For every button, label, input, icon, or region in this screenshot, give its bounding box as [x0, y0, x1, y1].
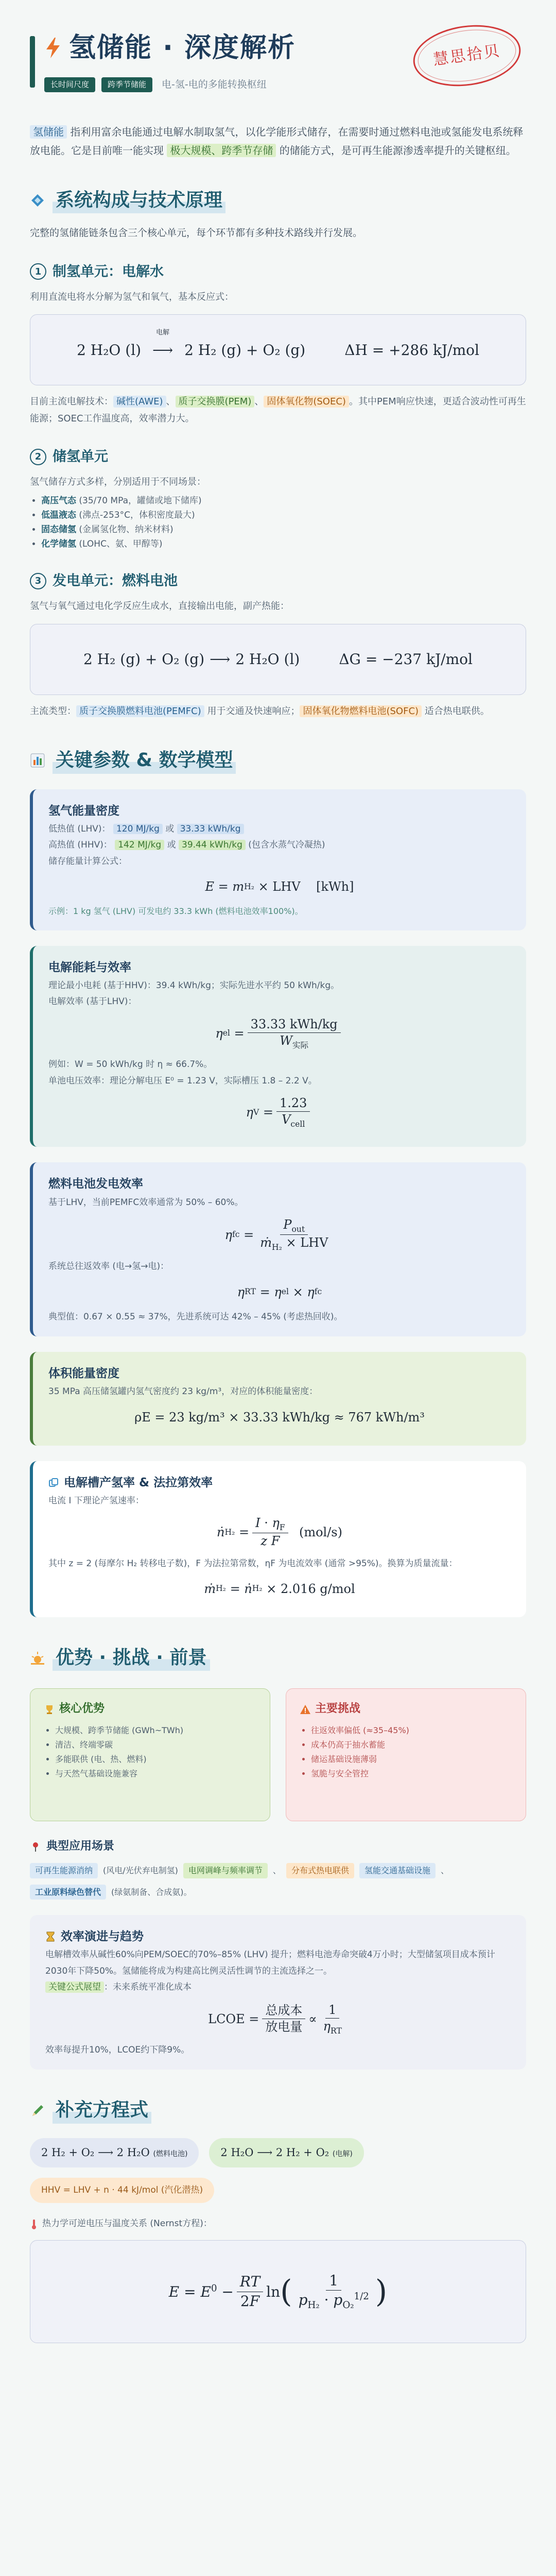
unit-description: 氢气储存方式多样，分别适用于不同场景： [30, 477, 206, 488]
faraday-explanation: 其中 z = 2 (每摩尔 H₂ 转移电子数)，F 为法拉第常数，ηF 为电流效率 (通常 >95%)。换算为质量流量： [48, 1558, 458, 1569]
list-item: • 氢脆与安全管控 [311, 1767, 512, 1781]
formula-reactant: 2 H₂O (l) [77, 341, 142, 359]
equation-note: (燃料电池) [153, 2149, 188, 2158]
formula-product: 2 H₂ (g) + O₂ (g) [184, 341, 306, 359]
card-title: 体积能量密度 [48, 1366, 119, 1380]
pros-list [44, 1723, 256, 1781]
rate-label: 电流 I 下理论产氢速率： [48, 1495, 144, 1506]
key-formula-text: ：未来系统平准化成本 [104, 1982, 192, 1993]
item-name: 固态储氢 [41, 524, 76, 535]
cell-voltage-line: 单池电压效率：理论分解电压 E⁰ = 1.23 V，实际槽压 1.8 – 2.2 V。 [48, 1075, 317, 1086]
section-heading-system [30, 188, 526, 213]
note-prefix: 主流类型： [30, 705, 76, 717]
card-title: 燃料电池发电效率 [48, 1177, 143, 1191]
tech-awe: 碱性(AWE) [113, 396, 166, 408]
energy-example: 示例：1 kg 氢气 (LHV) 可发电约 33.3 kWh (燃料电池效率100%)。 [48, 906, 303, 917]
cons-list [300, 1723, 512, 1781]
section-heading-outlook [30, 1645, 526, 1671]
formula-round-trip: η RT = η el × η fc [237, 1284, 322, 1299]
card-efficiency-trend [30, 1915, 526, 2070]
lcoe-numerator: 总成本 [262, 2003, 305, 2019]
tag-seasonal: 跨季节储能 [101, 77, 152, 92]
list-item [41, 522, 526, 537]
unit-title: 储氢单元 [53, 449, 108, 465]
formula-fuel-cell-efficiency: η fc = $\frac{P_{out}}{ṁ_{H_2} \times LHV}$ [224, 1217, 328, 1252]
item-name: 高压气态 [41, 495, 76, 506]
tech-soec: 固体氧化物(SOEC) [264, 396, 349, 408]
lcoe-note: 效率每提升10%，LCOE约下降9%。 [45, 2044, 190, 2055]
list-item: • 储运基础设施薄弱 [311, 1752, 512, 1767]
section-lead: 完整的氢储能链条包含三个核心单元，每个环节都有多种技术路线并行发展。 [30, 227, 363, 239]
applications-title: 典型应用场景 [46, 1840, 115, 1853]
list-item [41, 508, 526, 522]
round-trip-label: 系统总往返效率 (电→氢→电)： [48, 1261, 169, 1272]
nernst-label: 热力学可逆电压与温度关系 (Nernst方程)： [42, 2218, 212, 2229]
list-item: • 多能联供 (电、热、燃料) [55, 1752, 256, 1767]
efficiency-label: 电解效率 (基于LHV)： [48, 996, 137, 1007]
hhv-label: 高热值 (HHV)： [48, 840, 112, 851]
application-tag: 可再生能源消纳 [30, 1863, 98, 1878]
pros-title-row [44, 1699, 256, 1719]
application-text: (风电/光伏弃电制氢) [103, 1865, 178, 1875]
tech-pem: 质子交换膜(PEM) [176, 396, 255, 408]
list-item: • 往返效率偏低 (≈35–45%) [311, 1723, 512, 1738]
electrolysis-tech-note: 目前主流电解技术： 碱性(AWE) 、 质子交换膜(PEM) 、 固体氧化物(SOEC) 。其中PEM响应快速，更适合波动性可再生能源；SOEC工作温度高，效率潜力大。 [30, 396, 526, 424]
lhv-mj: 120 MJ/kg [113, 824, 163, 834]
arrow-label: 电解 [156, 328, 170, 336]
unit-description: 氢气与氧气通过电化学反应生成水，直接输出电能，副产热能： [30, 601, 289, 612]
section-title: 关键参数 & 数学模型 [53, 748, 236, 773]
section-heading-params [30, 748, 526, 773]
pencil-icon [30, 2103, 45, 2119]
equation-fuel-cell [30, 2138, 199, 2167]
unit-mol: (mol/s) [299, 1525, 342, 1540]
header [30, 21, 526, 108]
application-text: 、 [440, 1865, 449, 1875]
key-formula-label: 关键公式展望 [45, 1981, 104, 1993]
list-item: • 清洁、终端零碳 [55, 1738, 256, 1752]
note-suffix: 。其中PEM响应快速，更适合波动性可再生能源；SOEC工作温度高，效率潜力大。 [30, 396, 526, 424]
application-tag: 分布式热电联供 [286, 1863, 354, 1878]
item-name: 化学储氢 [41, 539, 76, 550]
copy-icon [48, 1478, 59, 1488]
number-badge: 2 [30, 449, 46, 465]
card-electrolysis-efficiency [30, 946, 526, 1147]
pros-cons-row [30, 1688, 526, 1821]
list-item: • 成本仍高于抽水蓄能 [311, 1738, 512, 1752]
type-pemfc: 质子交换膜燃料电池(PEMFC) [76, 705, 204, 717]
card-fuel-cell-efficiency [30, 1162, 526, 1336]
application-text: (绿氨制备、合成氨)。 [111, 1887, 192, 1897]
unit-title: 发电单元：燃料电池 [53, 573, 178, 589]
unit-title: 制氢单元：电解水 [53, 263, 164, 280]
item-desc: (金属氢化物、纳米材料) [76, 524, 173, 535]
application-text: 、 [272, 1865, 281, 1875]
subtitle-row [44, 76, 267, 93]
note-mid: 用于交通及快速响应； [204, 705, 300, 717]
pros-box [30, 1688, 270, 1821]
card-volume-density [30, 1352, 526, 1446]
list-item: • 与天然气基础设施兼容 [55, 1767, 256, 1781]
cons-box [286, 1688, 526, 1821]
application-tags [30, 1863, 526, 1900]
equation-electrolysis [209, 2138, 363, 2167]
list-item [41, 494, 526, 508]
formula-hydrogen-rate: ṅ H₂ = $\frac{I \cdot \eta_F}{\text{z F}}$ (mol/s) [217, 1516, 342, 1549]
item-desc: (LOHC、氨、甲醇等) [76, 539, 163, 550]
hhv-kwh: 39.44 kWh/kg [179, 840, 246, 850]
cons-title: 主要挑战 [315, 1702, 361, 1716]
round-trip-typical: 典型值：0.67 × 0.55 ≈ 37%，先进系统可达 42% – 45% (考虑热回收)。 [48, 1311, 343, 1322]
section-heading-equations [30, 2097, 526, 2123]
list-item: • 大规模、跨季节储能 (GWh~TWh) [55, 1723, 256, 1738]
cons-title-row [300, 1699, 512, 1719]
number-badge: 1 [30, 263, 46, 280]
card-title: 电解槽产氢率 & 法拉第效率 [64, 1476, 213, 1489]
formula-voltage-efficiency: η V = $\frac{1.23}{V_{cell}}$ [48, 1095, 511, 1129]
pros-title: 核心优势 [59, 1702, 105, 1716]
sun-icon [30, 1650, 45, 1666]
section-title: 补充方程式 [53, 2097, 151, 2123]
fuel-cell-type-note [30, 703, 526, 720]
or-text: 或 [165, 823, 175, 834]
formula-lcoe: LCOE = $\frac{\text{总成本}}{\text{放电量}}$ ∝ $\frac{1}{\eta_{RT}}$ [208, 2002, 342, 2036]
pemfc-line: 基于LHV，当前PEMFC效率通常为 50% – 60%。 [48, 1197, 244, 1208]
equation-note: (电解) [332, 2149, 353, 2158]
card-title: 效率演进与趋势 [61, 1930, 144, 1944]
formula-energy: E = m H₂ × LHV [kWh] [205, 879, 354, 894]
note-suffix: 适合热电联供。 [422, 705, 490, 717]
intro-paragraph [30, 123, 526, 160]
nernst-heading [30, 2216, 526, 2232]
header-accent-bar [30, 36, 35, 88]
formula-nernst: $E = E^0$ − $\frac{RT}{2F}$ ln ( $\frac{1}{p_{H_2} \cdot p_{O_2}^{1/2}}$ ) [30, 2240, 526, 2343]
hhv-line [48, 837, 511, 853]
formula-electrolysis [30, 314, 526, 385]
frac-numerator: 33.33 kWh/kg [248, 1016, 341, 1033]
storage-method-list [30, 494, 526, 551]
trophy-icon [44, 1704, 55, 1715]
item-name: 低温液态 [41, 510, 76, 520]
bar-chart-icon [30, 753, 45, 768]
card-title: 氢气能量密度 [48, 804, 119, 818]
diamond-icon [30, 193, 45, 208]
formula-volume-density: ρE = 23 kg/m³ × 33.33 kWh/kg ≈ 767 kWh/m³ [134, 1410, 425, 1425]
equation-text: 2 H₂ + O₂ ⟶ 2 H₂O [41, 2146, 150, 2159]
intro-keyword: 氢储能 [30, 125, 67, 139]
key-formula-line [45, 1979, 511, 1995]
pushpin-icon [30, 1841, 41, 1853]
page-subtitle: 电-氢-电的多能转换枢纽 [162, 79, 267, 90]
list-item [41, 537, 526, 551]
number-badge: 3 [30, 573, 46, 589]
formula-gibbs: ΔG = −237 kJ/mol [339, 651, 473, 668]
stamp-seal: 慧思拾贝 [409, 19, 525, 93]
card-energy-density [30, 789, 526, 930]
application-tag: 工业原料绿色替代 [30, 1885, 106, 1900]
reaction-arrow: 电解 ⟶ [146, 337, 179, 363]
lhv-kwh: 33.33 kWh/kg [177, 824, 244, 834]
lightning-icon [44, 37, 62, 59]
warning-icon [300, 1704, 311, 1715]
efficiency-example: 例如：W = 50 kWh/kg 时 η ≈ 66.7%。 [48, 1059, 213, 1070]
thermometer-icon [30, 2218, 38, 2230]
card-title-row [48, 1472, 511, 1493]
note-prefix: 目前主流电解技术： [30, 396, 113, 408]
type-sofc: 固体氧化物燃料电池(SOFC) [300, 705, 422, 717]
equation-text: 2 H₂O ⟶ 2 H₂ + O₂ [220, 2146, 329, 2159]
intro-text-1: 指利用富余电能通过电解水制取氢气，以化学能形式储存，在需要时通过燃料电池或氢能发电系统释放电能。它是目前唯一能实现 [30, 126, 524, 157]
application-tag: 氢能交通基础设施 [359, 1863, 436, 1878]
application-tag: 电网调峰与频率调节 [183, 1863, 268, 1878]
lcoe-denominator: 放电量 [265, 2020, 303, 2035]
efficiency-text: 电解槽效率从碱性60%向PEM/SOEC的70%–85% (LHV) 提升；燃料电池寿命突破4万小时；大型储氢项目成本预计2030年下降50%。氢储能将成为构建高比例灵活性调节的主流选择之一。 [45, 1950, 495, 1976]
item-desc: (35/70 MPa，罐储或地下储库) [76, 495, 202, 506]
formula-reactant: 2 H₂ (g) + O₂ (g) [83, 651, 205, 668]
formula-enthalpy: ΔH = +286 kJ/mol [344, 341, 479, 359]
intro-text-2: 的储能方式，是可再生能源渗透率提升的关键枢纽。 [276, 144, 516, 157]
item-desc: (沸点-253°C，体积密度最大) [76, 510, 195, 520]
reaction-arrow: ⟶ [210, 651, 231, 668]
unit-description: 利用直流电将水分解为氢气和氧气，基本反应式： [30, 291, 234, 302]
section-title: 优势 · 挑战 · 前景 [53, 1645, 210, 1671]
formula-mass-flow: ṁ H₂ = ṅ H₂ × 2.016 g/mol [204, 1582, 355, 1597]
unit-heading-fuel-cell [30, 569, 526, 593]
or-text: 或 [167, 840, 176, 851]
hhv-mj: 142 MJ/kg [115, 840, 164, 850]
energy-use-line: 理论最小电耗 (基于HHV)：39.4 kWh/kg；实际先进水平约 50 kWh/kg。 [48, 980, 340, 991]
equation-hhv: HHV = LHV + n · 44 kJ/mol (汽化潜热) [30, 2178, 214, 2204]
intro-highlight: 极大规模、跨季节存储 [167, 144, 276, 157]
applications-heading [30, 1837, 526, 1857]
lhv-line [48, 821, 511, 837]
calc-label: 储存能量计算公式： [48, 856, 127, 867]
page-title: 氢储能 · 深度解析 [69, 32, 296, 63]
formula-electrolysis-efficiency: η el = $\frac{\text{33.33 kWh/kg}}{W_{实际}}$ [48, 1016, 511, 1050]
title-row [44, 32, 296, 64]
hourglass-icon [45, 1931, 56, 1942]
hhv-note: (包含水蒸气冷凝热) [248, 840, 325, 851]
card-faraday-efficiency [30, 1461, 526, 1617]
unit-heading-storage [30, 445, 526, 469]
card-title: 电解能耗与效率 [48, 960, 131, 974]
formula-fuel-cell [30, 624, 526, 695]
lhv-label: 低热值 (LHV)： [48, 823, 111, 834]
section-title: 系统构成与技术原理 [53, 188, 225, 213]
formula-product: 2 H₂O (l) [235, 651, 300, 668]
density-line: 35 MPa 高压储氢罐内氢气密度约 23 kg/m³，对应的体积能量密度： [48, 1386, 318, 1397]
unit-heading-electrolysis [30, 260, 526, 284]
tag-long-duration: 长时间尺度 [44, 77, 95, 92]
card-title-row [45, 1926, 511, 1947]
supplementary-equations [30, 2138, 526, 2204]
